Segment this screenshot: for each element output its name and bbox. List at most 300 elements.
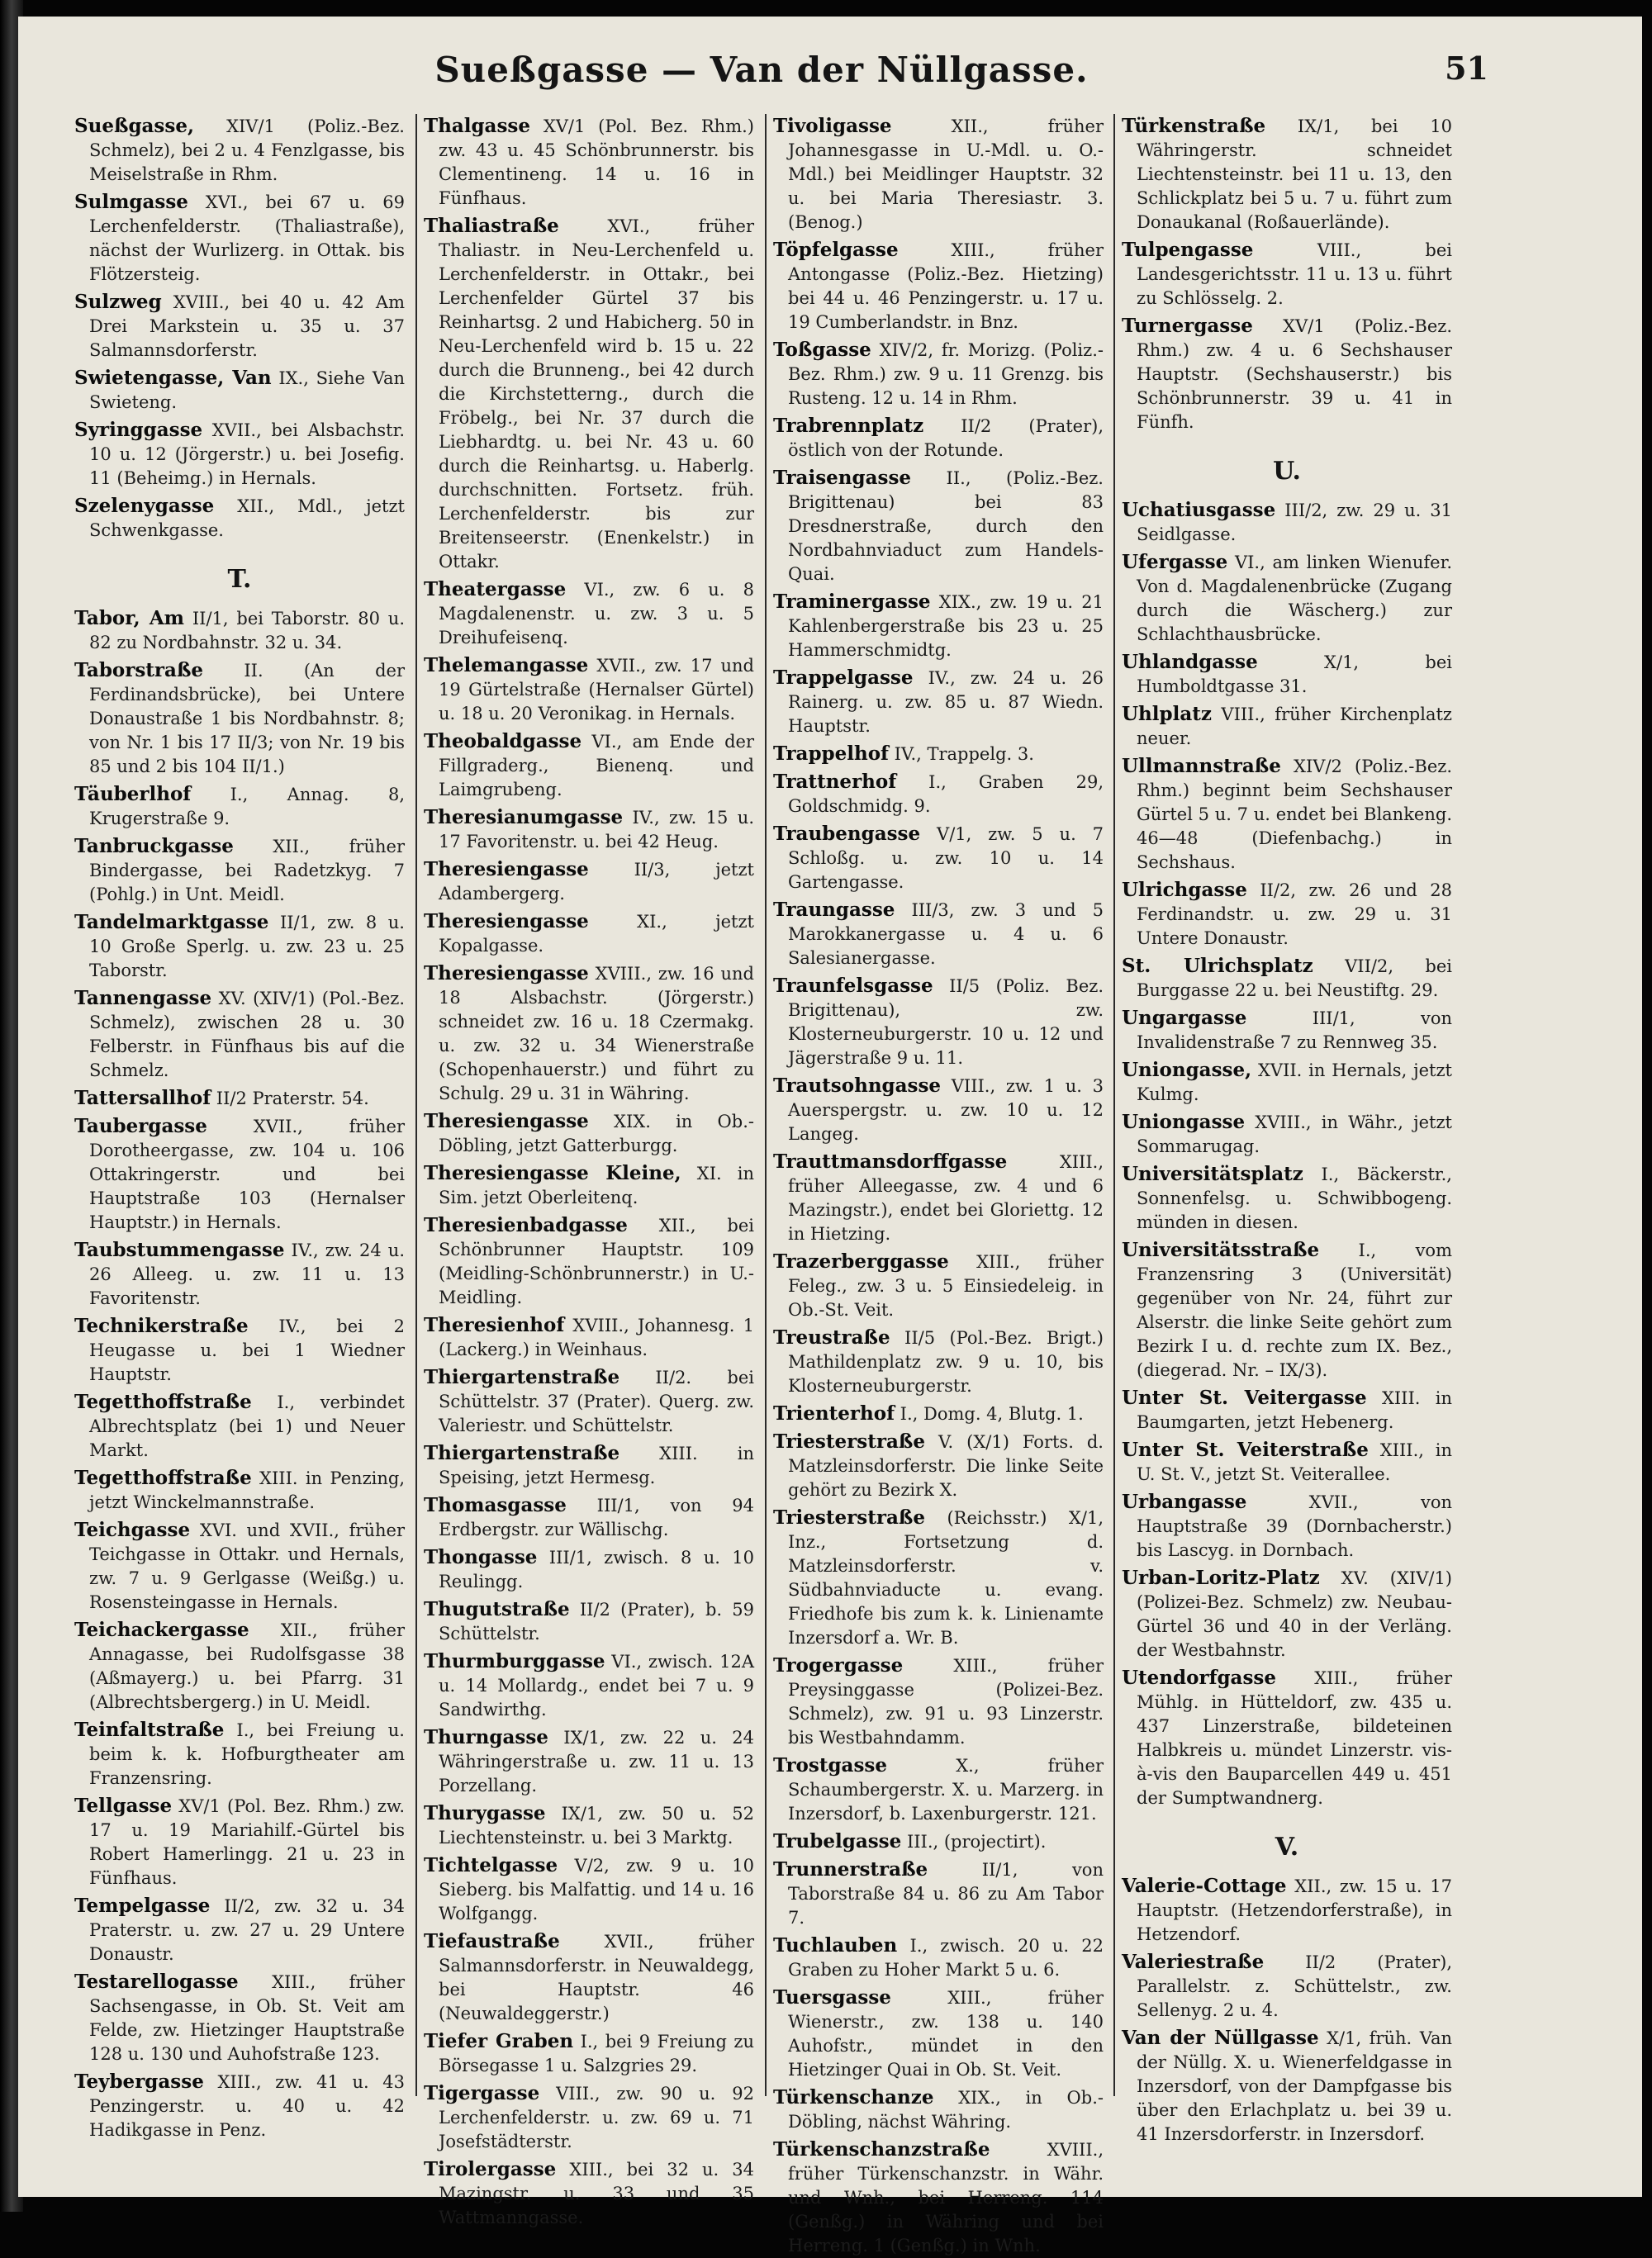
street-name: Tabor, Am <box>74 607 185 629</box>
street-entry <box>74 1238 405 1311</box>
street-name: Urban-Loritz-Platz <box>1122 1567 1320 1589</box>
street-name: Sulmgasse <box>74 191 188 213</box>
street-entry <box>74 910 405 983</box>
street-entry <box>424 2157 754 2230</box>
street-name: Trappelhof <box>773 742 889 765</box>
street-name: Tanbruckgasse <box>74 835 234 857</box>
street-description: XIX. in Ob.-Döbling, jetzt Gatterburgg. <box>439 1112 754 1155</box>
street-description: II., (Poliz.-Bez. Brigittenau) bei 83 Dresdnerstraße, durch den Nordbahnviaduct zum Handels-Quai. <box>788 468 1104 584</box>
street-entry <box>1122 1006 1452 1055</box>
street-name: Trienterhof <box>773 1402 895 1425</box>
street-description: III., (projectirt). <box>906 1832 1047 1852</box>
street-name: Trautsohngasse <box>773 1074 942 1097</box>
street-name: Taubstummengasse <box>74 1239 285 1261</box>
street-description: X., früher Schaumbergerstr. X. u. Marzerg. in Inzersdorf, b. Laxenburgerstr. 121. <box>788 1756 1104 1824</box>
street-entry <box>773 1150 1104 1246</box>
street-description: I., Annag. 8, Krugerstraße 9. <box>89 785 405 828</box>
street-entry <box>773 1074 1104 1146</box>
street-name: Ufergasse <box>1122 551 1228 573</box>
street-name: Traminergasse <box>773 591 931 613</box>
street-name: Traunfelsgasse <box>773 975 933 997</box>
street-name: Traubengasse <box>773 823 921 845</box>
street-description: II/1, von Taborstraße 84 u. 86 zu Am Tabor 7. <box>788 1860 1104 1928</box>
street-entry <box>1122 2026 1452 2147</box>
street-entry <box>74 494 405 543</box>
street-entry <box>74 1894 405 1966</box>
street-name: Urbangasse <box>1122 1491 1247 1513</box>
street-name: Unter St. Veiterstraße <box>1122 1439 1369 1461</box>
street-description: XII., früher Bindergasse, bei Radetzkyg. 7 (Pohlg.) in Unt. Meidl. <box>89 837 405 904</box>
street-entry <box>424 1929 754 2026</box>
street-name: Tigergasse <box>424 2082 540 2104</box>
street-description: VIII., zw. 1 u. 3 Auerspergstr. u. zw. 10 u. 12 Langeg. <box>788 1076 1104 1144</box>
column-4 <box>1122 114 1452 2179</box>
street-description: II/1, bei Taborstr. 80 u. 82 zu Nordbahnstr. 32 u. 34. <box>89 609 405 652</box>
street-name: Traungasse <box>773 899 895 921</box>
street-name: Tempelgasse <box>74 1895 211 1917</box>
street-name: Trabrennplatz <box>773 415 924 437</box>
street-name: Turnergasse <box>1122 315 1253 337</box>
street-name: Uchatiusgasse <box>1122 499 1276 521</box>
street-entry <box>1122 550 1452 647</box>
column-1 <box>74 114 405 2179</box>
street-entry <box>1122 238 1452 311</box>
street-entry <box>773 466 1104 586</box>
street-description: XVIII., in Währ., jetzt Sommarugag. <box>1137 1112 1452 1156</box>
street-entry <box>773 1753 1104 1826</box>
street-name: Theresiengasse <box>424 910 589 932</box>
street-name: Tattersallhof <box>74 1087 211 1109</box>
street-description: XI. in Sim. jetzt Oberleitenq. <box>439 1164 754 1207</box>
street-entry <box>424 1725 754 1798</box>
street-entry <box>74 1970 405 2066</box>
street-name: Triesterstraße <box>773 1506 925 1529</box>
street-entry <box>424 1161 754 1210</box>
street-entry <box>1122 1438 1452 1487</box>
street-entry <box>74 834 405 907</box>
street-description: III/1, von 94 Erdbergstr. zur Wällischg. <box>439 1496 754 1539</box>
street-name: Sueßgasse, <box>74 115 194 137</box>
street-description: XVII., von Hauptstraße 39 (Dornbacherstr.) bis Lascyg. in Dornbach. <box>1137 1492 1452 1560</box>
street-entry <box>1122 1566 1452 1663</box>
column-container <box>74 114 1452 2256</box>
street-name: Theresianumgasse <box>424 806 624 828</box>
street-name: Tiefer Graben <box>424 2030 574 2052</box>
street-name: Theresiengasse Kleine, <box>424 1162 681 1184</box>
street-entry <box>1122 650 1452 699</box>
street-description: XVIII., früher Türkenschanzstr. in Währ. und Wnh., bei Herreng. 114 (Genßg.) in Währing und bei Herreng. 1 (Genßg.) in Wnh. <box>788 2140 1104 2256</box>
column-divider <box>1113 114 1115 2096</box>
street-description: VII/2, bei Burggasse 22 u. bei Neustiftg. 29. <box>1137 956 1452 1000</box>
street-name: Universitätsplatz <box>1122 1163 1303 1185</box>
street-entry <box>74 782 405 831</box>
street-description: XV. (XIV/1) (Polizei-Bez. Schmelz) zw. Neubau-Gürtel 36 und 40 in der Verläng. der Westbahnstr. <box>1137 1568 1452 1660</box>
street-description: VI., am Ende der Fillgraderg., Bienenq. und Laimgrubeng. <box>439 732 754 799</box>
street-entry <box>1122 1666 1452 1810</box>
street-description: IV., Trappelg. 3. <box>894 744 1034 764</box>
street-entry <box>773 898 1104 970</box>
street-description: X/1, bei Humboldtgasse 31. <box>1137 652 1452 696</box>
street-entry <box>74 1718 405 1791</box>
street-description: XIII., früher Antongasse (Poliz.-Bez. Hietzing) bei 44 u. 46 Penzingerstr. u. 17 u. 19 Cumberlandstr. in Bnz. <box>788 240 1104 332</box>
street-name: Täuberlhof <box>74 783 192 805</box>
street-description: III/1, zwisch. 8 u. 10 Reulingg. <box>439 1548 754 1592</box>
street-description: I., zwisch. 20 u. 22 Graben zu Hoher Markt 5 u. 6. <box>788 1936 1104 1980</box>
street-name: Technikerstraße <box>74 1315 249 1337</box>
street-name: Toßgasse <box>773 339 871 361</box>
street-description: VIII., bei Landesgerichtsstr. 11 u. 13 u. führt zu Schlösselg. 2. <box>1137 240 1452 308</box>
street-name: Teybergasse <box>74 2071 204 2093</box>
street-name: Trubelgasse <box>773 1830 902 1852</box>
street-description: VIII., früher Kirchenplatz neuer. <box>1137 704 1452 748</box>
street-entry <box>424 1441 754 1490</box>
street-entry <box>773 1506 1104 1650</box>
street-entry <box>74 290 405 363</box>
street-name: Trazerberggasse <box>773 1250 949 1273</box>
street-name: Tuersgasse <box>773 1986 891 2009</box>
street-entry <box>74 986 405 1083</box>
street-entry <box>74 1518 405 1615</box>
street-description: XV/1 (Poliz.-Bez. Rhm.) zw. 4 u. 6 Sechshauser Hauptstr. (Sechshauserstr.) bis Schönbrunnerstr. 39 u. 41 in Fünfh. <box>1137 316 1452 432</box>
street-entry <box>773 338 1104 410</box>
street-name: Universitätsstraße <box>1122 1239 1320 1261</box>
street-entry <box>424 114 754 211</box>
street-name: Tivoligasse <box>773 115 892 137</box>
street-name: Thalgasse <box>424 115 530 137</box>
street-description: XIII. in Baumgarten, jetzt Hebenerg. <box>1137 1388 1452 1432</box>
street-description: V/1, zw. 5 u. 7 Schloßg. u. zw. 10 u. 14 Gartengasse. <box>788 824 1104 892</box>
street-name: Thiergartenstraße <box>424 1442 620 1464</box>
street-description: XIV/2 (Poliz.-Bez. Rhm.) beginnt beim Sechshauser Gürtel 5 u. 7 u. endet bei Blankeng. 46—48 (Diefenbachg.) in Sechshaus. <box>1137 757 1452 872</box>
street-name: Tegetthoffstraße <box>74 1467 252 1489</box>
street-name: Trunnerstraße <box>773 1858 928 1881</box>
street-name: Utendorfgasse <box>1122 1667 1276 1689</box>
street-name: Uhlandgasse <box>1122 651 1258 673</box>
street-name: Trauttmansdorffgasse <box>773 1150 1008 1173</box>
street-name: Tirolergasse <box>424 2158 557 2180</box>
street-name: Türkenstraße <box>1122 115 1266 137</box>
street-name: Tegetthoffstraße <box>74 1391 252 1413</box>
street-name: Tuchlauben <box>773 1934 898 1957</box>
street-name: Uhlplatz <box>1122 703 1212 725</box>
street-entry <box>74 606 405 655</box>
street-description: XVI., früher Thaliastr. in Neu-Lerchenfeld u. Lerchenfelderstr. in Ottakr., bei Lerchenfelder Gürtel 37 bis Reinhartsg. 2 und Habicherg. 50 in Neu-Lerchenfeld wird b. 15 u. 22 durch die Brunneng., bei 42 durch die Kirchstetterng., durch die Fröbelg., bei Nr. 37 durch die Liebhardtg. u. bei Nr. 43 u. 60 durch die Reinhartsg. u. Haberlg. durchschnitten. Fortsetz. früh. Lerchenfelderstr. bis zur Breitenseerstr. (Enenkelstr.) in Ottakr. <box>439 216 754 572</box>
street-entry <box>773 822 1104 894</box>
page-number: 51 <box>1445 50 1488 87</box>
street-description: IV., zw. 24 u. 26 Rainerg. u. zw. 85 u. 87 Wiedn. Hauptstr. <box>788 668 1104 736</box>
street-description: II/2, zw. 26 und 28 Ferdinandstr. u. zw. 29 u. 31 Untere Donaustr. <box>1137 880 1452 948</box>
street-name: Ungargasse <box>1122 1007 1247 1029</box>
street-description: II/2 Praterstr. 54. <box>216 1089 369 1108</box>
street-entry <box>1122 1874 1452 1947</box>
page-title: Sueßgasse — Van der Nüllgasse. <box>434 50 1089 90</box>
street-entry <box>773 1985 1104 2082</box>
street-name: Taubergasse <box>74 1115 207 1137</box>
street-description: XIV/1 (Poliz.-Bez. Schmelz), bei 2 u. 4 Fenzlgasse, bis Meiselstraße in Rhm. <box>89 116 405 184</box>
street-entry <box>424 1801 754 1850</box>
street-description: II/5 (Poliz. Bez. Brigittenau), zw. Klosterneuburgerstr. 10 u. 12 und Jägerstraße 9 u. 11. <box>788 976 1104 1068</box>
street-description: III/1, von Invalidenstraße 7 zu Rennweg 35. <box>1137 1008 1452 1052</box>
street-entry <box>424 909 754 958</box>
street-entry <box>424 961 754 1106</box>
street-description: IV., zw. 15 u. 17 Favoritenstr. u. bei 42 Heug. <box>439 808 754 851</box>
street-description: XVII., früher Dorotheergasse, zw. 104 u. 106 Ottakringerstr. und bei Hauptstraße 103 (Hernalser Hauptstr.) in Hernals. <box>89 1117 405 1232</box>
street-name: Teichackergasse <box>74 1619 249 1641</box>
street-description: II/2 (Prater), Parallelstr. z. Schüttelstr., zw. Sellenyg. 2 u. 4. <box>1137 1952 1452 2020</box>
street-entry <box>773 1402 1104 1426</box>
column-divider <box>415 114 417 2096</box>
street-description: XVII. in Hernals, jetzt Kulmg. <box>1137 1060 1452 1104</box>
column-2 <box>424 114 755 2227</box>
street-name: Töpfelgasse <box>773 239 899 261</box>
street-entry <box>773 770 1104 818</box>
street-name: Sulzweg <box>74 291 162 313</box>
street-entry <box>74 1086 405 1111</box>
street-entry <box>773 1250 1104 1322</box>
street-description: XIII., zw. 41 u. 43 Penzingerstr. u. 40 u. 42 Hadikgasse in Penz. <box>89 2072 405 2140</box>
street-description: II/5 (Pol.-Bez. Brigt.) Mathildenplatz zw. 9 u. 10, bis Klosterneuburgerstr. <box>788 1328 1104 1396</box>
street-description: I., verbindet Albrechtsplatz (bei 1) und Neuer Markt. <box>89 1392 405 1460</box>
street-entry <box>424 214 754 574</box>
street-name: Valeriestraße <box>1122 1951 1265 1973</box>
street-description: I., Bäckerstr., Sonnenfelsg. u. Schwibbogeng. münden in diesen. <box>1137 1165 1452 1232</box>
street-name: Thugutstraße <box>424 1598 570 1620</box>
street-entry <box>424 1313 754 1362</box>
street-entry <box>1122 754 1452 875</box>
street-entry <box>74 1618 405 1715</box>
street-description: XIV/2, fr. Morizg. (Poliz.-Bez. Rhm.) zw. 9 u. 11 Grenzg. bis Rusteng. 12 u. 14 in Rhm. <box>788 340 1104 408</box>
street-name: Theresiengasse <box>424 858 589 880</box>
street-description: I., vom Franzensring 3 (Universität) gegenüber von Nr. 24, führt zur Alserstr. die linke Seite gehört zum Bezirk I u. d. rechte zum IX. Bez., (diegerad. Nr. – IX/3). <box>1137 1240 1452 1380</box>
street-description: I., Graben 29, Goldschmidg. 9. <box>788 772 1104 816</box>
street-name: Theresienbadgasse <box>424 1214 628 1236</box>
street-description: XII., zw. 15 u. 17 Hauptstr. (Hetzendorferstraße), in Hetzendorf. <box>1137 1876 1452 1944</box>
street-entry <box>1122 1386 1452 1435</box>
street-entry <box>773 2137 1104 2258</box>
street-name: Van der Nüllgasse <box>1122 2027 1319 2049</box>
street-entry <box>424 857 754 906</box>
street-description: XIII., früher Alleegasse, zw. 4 und 6 Mazingstr.), endet bei Gloriettg. 12 in Hietzing. <box>788 1152 1104 1244</box>
street-entry <box>424 653 754 726</box>
street-description: XIII., bei 32 u. 34 Mazingstr. u. 33 und 35 Wattmanngasse. <box>439 2160 754 2227</box>
street-entry <box>773 1933 1104 1982</box>
street-description: II. (An der Ferdinandsbrücke), bei Untere Donaustraße 1 bis Nordbahnstr. 8; von Nr. 1 bis 17 II/3; von Nr. 19 bis 85 und 2 bis 104 II/1.) <box>89 661 405 776</box>
street-name: Treustraße <box>773 1326 890 1349</box>
street-name: Thiergartenstraße <box>424 1366 620 1388</box>
street-entry <box>773 590 1104 662</box>
street-entry <box>424 1109 754 1158</box>
street-description: XVIII., Johannesg. 1 (Lackerg.) in Weinhaus. <box>439 1316 754 1359</box>
street-description: III/3, zw. 3 und 5 Marokkanergasse u. 4 u. 6 Salesianergasse. <box>788 900 1104 968</box>
street-description: II/2 (Prater), b. 59 Schüttelstr. <box>439 1600 754 1644</box>
street-description: X/1, früh. Van der Nüllg. X. u. Wienerfeldgasse in Inzersdorf, von der Dampfgasse bis über den Erlachplatz u. bei 39 u. 41 Inzersdorferstr. in Inzersdorf. <box>1137 2028 1452 2144</box>
street-name: Tulpengasse <box>1122 239 1254 261</box>
street-entry <box>74 1794 405 1890</box>
street-description: XVII., zw. 17 und 19 Gürtelstraße (Hernalser Gürtel) u. 18 u. 20 Veronikag. in Hernals. <box>439 656 754 723</box>
street-entry <box>424 2081 754 2154</box>
street-entry <box>773 414 1104 463</box>
street-name: Traisengasse <box>773 467 912 489</box>
street-description: IV., zw. 24 u. 26 Alleeg. u. zw. 11 u. 13 Favoritenstr. <box>89 1240 405 1308</box>
street-entry <box>424 1213 754 1310</box>
street-name: Ullmannstraße <box>1122 755 1281 777</box>
column-3 <box>773 114 1104 2256</box>
street-description: XIII., früher Mühlg. in Hütteldorf, zw. 435 u. 437 Linzerstraße, bildeteinen Halbkreis u. mündet Linzerstr. vis-à-vis den Bauparcellen 449 u. 451 der Sumptwandnerg. <box>1137 1668 1452 1808</box>
street-entry <box>74 2070 405 2142</box>
street-name: Trogergasse <box>773 1654 904 1677</box>
column-divider <box>765 114 767 2096</box>
street-entry <box>773 742 1104 766</box>
book-page <box>18 17 1642 2256</box>
street-entry <box>424 1545 754 1594</box>
street-entry <box>1122 114 1452 235</box>
street-description: II/2, zw. 32 u. 34 Praterstr. u. zw. 27 u. 29 Untere Donaustr. <box>89 1896 405 1964</box>
street-entry <box>773 1326 1104 1398</box>
street-name: Valerie-Cottage <box>1122 1875 1287 1897</box>
street-entry <box>74 366 405 415</box>
street-description: XIII., früher Wienerstr., zw. 138 u. 140 Auhofstr., mündet in den Hietzinger Quai in Ob. St. Veit. <box>788 1988 1104 2080</box>
street-name: Teinfaltstraße <box>74 1719 225 1741</box>
street-description: XIII. in Speising, jetzt Hermesg. <box>439 1444 754 1487</box>
street-name: Taborstraße <box>74 659 204 681</box>
street-description: IX/1, zw. 22 u. 24 Währingerstraße u. zw. 11 u. 13 Porzellang. <box>439 1728 754 1795</box>
street-description: XII., früher Annagasse, bei Rudolfsgasse 38 (Aßmayerg.) u. bei Pfarrg. 31 (Albrechtsbergerg.) in U. Meidl. <box>89 1620 405 1712</box>
street-name: Syringgasse <box>74 419 203 441</box>
street-name: Szelenygasse <box>74 495 215 517</box>
street-entry <box>773 2085 1104 2134</box>
street-description: IX/1, zw. 50 u. 52 Liechtensteinstr. u. bei 3 Marktg. <box>439 1804 754 1848</box>
street-name: Trappelgasse <box>773 666 914 689</box>
street-name: Teichgasse <box>74 1519 191 1541</box>
street-description: I., Domg. 4, Blutg. 1. <box>900 1404 1084 1424</box>
street-entry <box>74 114 405 187</box>
street-description: IV., bei 2 Heugasse u. bei 1 Wiedner Hauptstr. <box>89 1316 405 1384</box>
street-entry <box>424 1597 754 1646</box>
street-name: Thurmburggasse <box>424 1650 605 1672</box>
street-description: XIII., früher Preysinggasse (Polizei-Bez. Schmelz), zw. 91 u. 93 Linzerstr. bis Westbahndamm. <box>788 1656 1104 1748</box>
street-entry <box>1122 1162 1452 1235</box>
street-name: Tiefaustraße <box>424 1930 560 1952</box>
street-name: Tandelmarktgasse <box>74 911 269 933</box>
section-letter: U. <box>1273 457 1301 486</box>
street-description: VI., am linken Wienufer. Von d. Magdalenenbrücke (Zugang durch die Wäscherg.) zur Schlachthausbrücke. <box>1137 553 1452 644</box>
street-description: IX/1, bei 10 Währingerstr. schneidet Liechtensteinstr. bei 11 u. 13, den Schlickplatz bei 5 u. 7 u. führt zum Donaukanal (Roßauerlände). <box>1137 116 1452 232</box>
street-entry <box>1122 878 1452 951</box>
street-description: V/2, zw. 9 u. 10 Sieberg. bis Malfattig. und 14 u. 16 Wolfgangg. <box>439 1856 755 1924</box>
street-entry <box>773 1430 1104 1502</box>
street-description: XV/1 (Pol. Bez. Rhm.) zw. 17 u. 19 Mariahilf.-Gürtel bis Robert Hamerlingg. 21 u. 23 in Fünfhaus. <box>89 1796 405 1888</box>
street-entry <box>74 1314 405 1387</box>
street-entry <box>424 729 754 802</box>
street-entry <box>74 1390 405 1463</box>
street-name: Thurngasse <box>424 1726 548 1748</box>
street-description: XIII., in U. St. V., jetzt St. Veiterallee. <box>1137 1440 1452 1484</box>
street-description: XV. (XIV/1) (Pol.-Bez. Schmelz), zwischen 28 u. 30 Felberstr. in Fünfhaus bis auf die Schmelz. <box>89 989 405 1080</box>
street-name: Türkenschanze <box>773 2086 934 2109</box>
street-name: Thongasse <box>424 1546 538 1568</box>
street-description: XIX., in Ob.-Döbling, nächst Währing. <box>788 2088 1104 2132</box>
street-entry <box>773 1829 1104 1854</box>
street-description: (Reichsstr.) X/1, Inz., Fortsetzung d. Matzleinsdorferstr. v. Südbahnviaducte u. evang. Friedhofe bis zum k. k. Linienamte Inzersdorf a. Wr. B. <box>788 1508 1104 1648</box>
street-description: IX., Siehe Van Swieteng. <box>89 368 405 412</box>
street-description: XVII., früher Salmannsdorferstr. in Neuwaldegg, bei Hauptstr. 46 (Neuwaldeggerstr.) <box>439 1932 754 2023</box>
street-entry <box>424 1853 754 1926</box>
street-entry <box>424 2029 754 2078</box>
page-header <box>76 50 1488 99</box>
street-description: I., bei Freiung u. beim k. k. Hofburgtheater am Franzensring. <box>89 1720 405 1788</box>
street-entry <box>1122 1058 1452 1107</box>
street-description: XII., Mdl., jetzt Schwenkgasse. <box>89 496 405 540</box>
street-entry <box>74 1466 405 1515</box>
street-name: Tellgasse <box>74 1795 173 1817</box>
street-description: XVII., bei Alsbachstr. 10 u. 12 (Jörgerstr.) u. bei Josefig. 11 (Beheimg.) in Hernals. <box>89 420 405 488</box>
street-entry <box>1122 498 1452 547</box>
street-name: Unter St. Veitergasse <box>1122 1387 1367 1409</box>
street-description: XIII., früher Sachsengasse, in Ob. St. Veit am Felde, zw. Hietzinger Hauptstraße 128 u. 130 und Auhofstraße 123. <box>89 1972 405 2064</box>
street-description: XIX., zw. 19 u. 21 Kahlenbergerstraße bis 23 u. 25 Hammerschmidtg. <box>788 592 1104 660</box>
street-entry <box>1122 954 1452 1003</box>
street-name: Thelemangasse <box>424 654 589 676</box>
street-name: Uniongasse <box>1122 1111 1246 1133</box>
street-description: XI., jetzt Kopalgasse. <box>439 912 754 956</box>
street-description: XIII., früher Feleg., zw. 3 u. 5 Einsiedeleig. in Ob.-St. Veit. <box>788 1252 1104 1320</box>
street-name: Trostgasse <box>773 1754 887 1777</box>
street-entry <box>773 238 1104 334</box>
street-name: St. Ulrichsplatz <box>1122 955 1313 977</box>
street-entry <box>773 1857 1104 1930</box>
street-description: II/2 (Prater), östlich von der Rotunde. <box>788 416 1104 460</box>
street-name: Theresienhof <box>424 1314 565 1336</box>
street-name: Testarellogasse <box>74 1971 239 1993</box>
street-entry <box>1122 1490 1452 1563</box>
street-entry <box>773 114 1104 235</box>
street-description: VI., zwisch. 12A u. 14 Mollardg., endet bei 7 u. 9 Sandwirthg. <box>439 1652 754 1720</box>
street-name: Uniongasse, <box>1122 1059 1252 1081</box>
street-description: V. (X/1) Forts. d. Matzleinsdorferstr. Die linke Seite gehört zu Bezirk X. <box>788 1432 1104 1500</box>
street-description: III/2, zw. 29 u. 31 Seidlgasse. <box>1137 500 1452 544</box>
street-name: Theresiengasse <box>424 962 589 984</box>
street-entry <box>773 1653 1104 1750</box>
street-entry <box>74 190 405 287</box>
street-entry <box>74 1114 405 1235</box>
street-description: II/3, jetzt Adambergerg. <box>439 860 754 904</box>
street-entry <box>1122 1950 1452 2023</box>
street-name: Trattnerhof <box>773 771 897 793</box>
street-name: Swietengasse, Van <box>74 367 272 389</box>
street-name: Thurygasse <box>424 1802 546 1824</box>
street-description: XII., früher Johannesgasse in U.-Mdl. u. O.-Mdl.) bei Meidlinger Hauptstr. 32 u. bei Maria Theresiastr. 3. (Benog.) <box>788 116 1104 232</box>
street-description: XII., bei Schönbrunner Hauptstr. 109 (Meidling-Schönbrunnerstr.) in U.-Meidling. <box>439 1216 754 1307</box>
street-name: Tichtelgasse <box>424 1854 558 1876</box>
street-name: Türkenschanzstraße <box>773 2138 990 2161</box>
street-description: II/2. bei Schüttelstr. 37 (Prater). Querg. zw. Valeriestr. und Schüttelstr. <box>439 1368 754 1435</box>
street-description: VIII., zw. 90 u. 92 Lerchenfelderstr. u. zw. 69 u. 71 Josefstädterstr. <box>439 2084 754 2151</box>
street-entry <box>424 805 754 854</box>
street-description: I., bei 9 Freiung zu Börsegasse 1 u. Salzgries 29. <box>439 2032 754 2075</box>
street-entry <box>1122 1110 1452 1159</box>
street-name: Triesterstraße <box>773 1430 925 1453</box>
section-letter: T. <box>227 565 252 594</box>
street-entry <box>74 658 405 779</box>
street-description: VI., zw. 6 u. 8 Magdalenenstr. u. zw. 3 u. 5 Dreihufeisenq. <box>439 580 754 648</box>
section-letter: V. <box>1275 1833 1299 1862</box>
street-entry <box>424 1649 754 1722</box>
street-entry <box>1122 702 1452 751</box>
street-entry <box>424 1493 754 1542</box>
street-name: Theobaldgasse <box>424 730 582 752</box>
street-name: Tannengasse <box>74 987 212 1009</box>
street-description: XVIII., bei 40 u. 42 Am Drei Markstein u. 35 u. 37 Salmannsdorferstr. <box>89 292 405 360</box>
